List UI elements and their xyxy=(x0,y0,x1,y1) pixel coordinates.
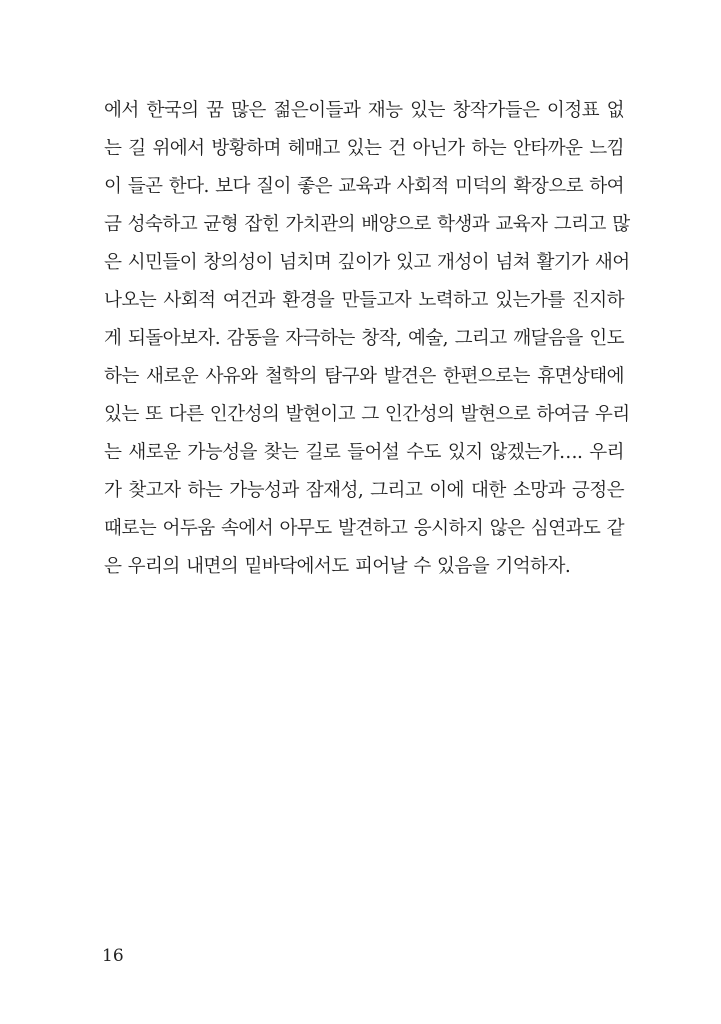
text-line-7: 게 되돌아보자. 감동을 자극하는 창작, 예술, 그리고 깨달음을 인도 xyxy=(104,328,624,349)
text-line-10: 는 새로운 가능성을 찾는 길로 들어설 수도 있지 않겠는가…. 우리 xyxy=(104,442,624,463)
page-number: 16 xyxy=(102,946,124,966)
body-paragraph xyxy=(104,92,630,586)
text-line-5: 은 시민들이 창의성이 넘치며 깊이가 있고 개성이 넘쳐 활기가 새어 xyxy=(104,252,630,273)
text-line-3: 이 들곤 한다. 보다 질이 좋은 교육과 사회적 미덕의 확장으로 하여 xyxy=(104,176,624,197)
text-line-6: 나오는 사회적 여건과 환경을 만들고자 노력하고 있는가를 진지하 xyxy=(104,290,624,311)
text-line-1: 에서 한국의 꿈 많은 젊은이들과 재능 있는 창작가들은 이정표 없 xyxy=(104,100,624,121)
text-line-13: 은 우리의 내면의 밑바닥에서도 피어날 수 있음을 기억하자. xyxy=(104,556,571,577)
text-line-4: 금 성숙하고 균형 잡힌 가치관의 배양으로 학생과 교육자 그리고 많 xyxy=(104,214,630,235)
text-line-12: 때로는 어두움 속에서 아무도 발견하고 응시하지 않은 심연과도 같 xyxy=(104,518,624,539)
text-line-9: 있는 또 다른 인간성의 발현이고 그 인간성의 발현으로 하여금 우리 xyxy=(104,404,630,425)
text-line-2: 는 길 위에서 방황하며 헤매고 있는 건 아닌가 하는 안타까운 느낌 xyxy=(104,138,624,159)
text-line-11: 가 찾고자 하는 가능성과 잠재성, 그리고 이에 대한 소망과 긍정은 xyxy=(104,480,624,501)
text-line-8: 하는 새로운 사유와 철학의 탐구와 발견은 한편으로는 휴면상태에 xyxy=(104,366,624,387)
